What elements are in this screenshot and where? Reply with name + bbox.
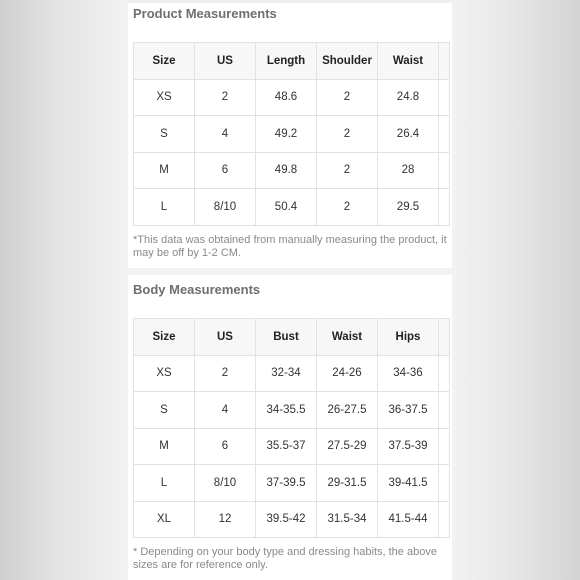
cell-size: S	[134, 392, 195, 429]
header-waist: Waist	[317, 319, 378, 356]
cell-waist: 26.4	[378, 116, 439, 153]
cell-shoulder: 2	[317, 189, 378, 226]
cell-extra	[439, 465, 450, 502]
cell-waist: 24.8	[378, 79, 439, 116]
cell-us: 2	[195, 355, 256, 392]
body-measurements-table	[133, 318, 450, 538]
header-us: US	[195, 43, 256, 80]
table-row	[134, 465, 450, 502]
cell-us: 12	[195, 501, 256, 538]
header-extra	[439, 319, 450, 356]
table-row	[134, 152, 450, 189]
background-left	[0, 0, 128, 580]
cell-size: M	[134, 428, 195, 465]
cell-size: S	[134, 116, 195, 153]
cell-hips: 37.5-39	[378, 428, 439, 465]
product-measurements-title: Product Measurements	[133, 6, 277, 21]
header-bust: Bust	[256, 319, 317, 356]
top-edge	[128, 0, 452, 3]
cell-extra	[439, 428, 450, 465]
cell-size: L	[134, 465, 195, 502]
table-header-row	[134, 319, 450, 356]
table-header-row	[134, 43, 450, 80]
cell-extra	[439, 79, 450, 116]
body-measurements-note: * Depending on your body type and dressing habits, the above sizes are for reference only.	[133, 546, 437, 571]
cell-us: 4	[195, 116, 256, 153]
cell-shoulder: 2	[317, 152, 378, 189]
cell-us: 8/10	[195, 189, 256, 226]
cell-size: XS	[134, 79, 195, 116]
cell-length: 50.4	[256, 189, 317, 226]
cell-hips: 39-41.5	[378, 465, 439, 502]
cell-bust: 32-34	[256, 355, 317, 392]
table-row	[134, 189, 450, 226]
cell-us: 2	[195, 79, 256, 116]
table-row	[134, 392, 450, 429]
cell-us: 6	[195, 428, 256, 465]
cell-hips: 41.5-44	[378, 501, 439, 538]
cell-size: M	[134, 152, 195, 189]
cell-extra	[439, 116, 450, 153]
cell-waist: 26-27.5	[317, 392, 378, 429]
size-chart-panel	[128, 0, 452, 580]
cell-extra	[439, 501, 450, 538]
table-row	[134, 428, 450, 465]
cell-length: 49.2	[256, 116, 317, 153]
cell-hips: 34-36	[378, 355, 439, 392]
cell-bust: 37-39.5	[256, 465, 317, 502]
cell-us: 4	[195, 392, 256, 429]
cell-us: 8/10	[195, 465, 256, 502]
cell-shoulder: 2	[317, 79, 378, 116]
cell-extra	[439, 189, 450, 226]
header-extra	[439, 43, 450, 80]
table-row	[134, 79, 450, 116]
cell-length: 48.6	[256, 79, 317, 116]
cell-length: 49.8	[256, 152, 317, 189]
body-measurements-title: Body Measurements	[133, 282, 261, 297]
header-size: Size	[134, 319, 195, 356]
cell-bust: 39.5-42	[256, 501, 317, 538]
header-length: Length	[256, 43, 317, 80]
table-row	[134, 501, 450, 538]
cell-waist: 27.5-29	[317, 428, 378, 465]
cell-size: XL	[134, 501, 195, 538]
table-row	[134, 355, 450, 392]
cell-extra	[439, 392, 450, 429]
cell-us: 6	[195, 152, 256, 189]
cell-waist: 29.5	[378, 189, 439, 226]
header-waist: Waist	[378, 43, 439, 80]
cell-extra	[439, 152, 450, 189]
cell-waist: 28	[378, 152, 439, 189]
header-shoulder: Shoulder	[317, 43, 378, 80]
cell-waist: 29-31.5	[317, 465, 378, 502]
table-row	[134, 116, 450, 153]
cell-hips: 36-37.5	[378, 392, 439, 429]
header-size: Size	[134, 43, 195, 80]
header-hips: Hips	[378, 319, 439, 356]
background-right	[452, 0, 580, 580]
section-divider	[128, 268, 452, 275]
product-measurements-note: *This data was obtained from manually measuring the product, it may be off by 1-2 CM.	[133, 234, 447, 259]
cell-bust: 34-35.5	[256, 392, 317, 429]
cell-waist: 24-26	[317, 355, 378, 392]
cell-waist: 31.5-34	[317, 501, 378, 538]
cell-size: L	[134, 189, 195, 226]
header-us: US	[195, 319, 256, 356]
cell-bust: 35.5-37	[256, 428, 317, 465]
cell-shoulder: 2	[317, 116, 378, 153]
product-measurements-table	[133, 42, 450, 226]
cell-extra	[439, 355, 450, 392]
cell-size: XS	[134, 355, 195, 392]
